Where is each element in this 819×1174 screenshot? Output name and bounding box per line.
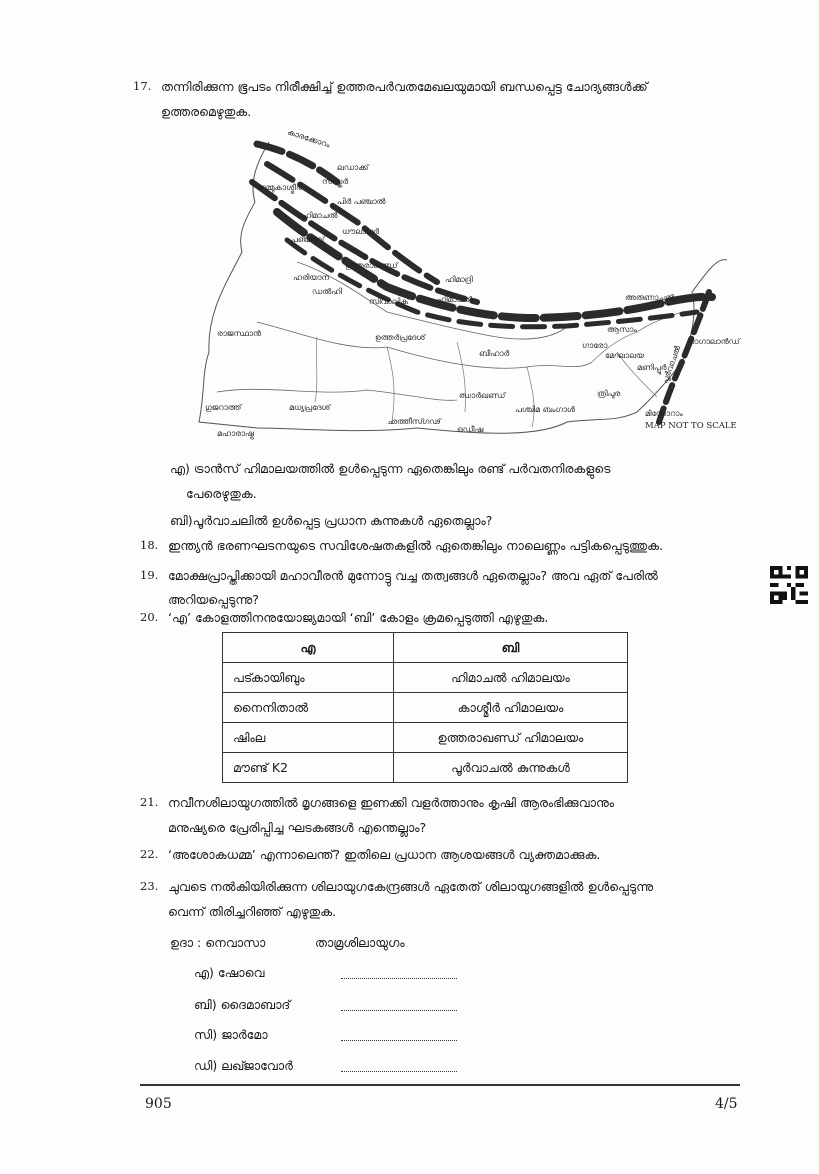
- label-jharkhand: ഝാർഖണ്ഡ്: [459, 391, 506, 400]
- label-himadri: ഹിമാദ്രി: [445, 275, 473, 284]
- label-shivalik: സിവാലിക്: [369, 297, 409, 306]
- label-haryana: ഹരിയാന: [293, 273, 329, 282]
- cell-a: ഷിംല: [223, 723, 394, 753]
- label-meghalaya: മേഘാലയ: [605, 351, 645, 360]
- answer-blank: [341, 966, 457, 979]
- q23-item-d: ഡി) ലഖ്ജാവോർ: [194, 1058, 293, 1073]
- question-text: ‘എ’ കോളത്തിനനുയോജ്യമായി ‘ബി’ കോളം ക്രമപ്പെടുത്തി എഴുതുക.: [168, 610, 549, 625]
- cell-a: മൗണ്ട് K2: [223, 753, 394, 783]
- question-text-line2: മനുഷ്യരെ പ്രേരിപ്പിച്ച ഘടകങ്ങൾ എന്തെല്ലാം?: [168, 820, 427, 835]
- answer-blank: [341, 1028, 457, 1041]
- question-number: 22.: [140, 847, 159, 861]
- answer-blank: [341, 998, 457, 1011]
- question-text: ‘അശോകധമ്മ’ എന്നാലെന്ത്? ഇതിലെ പ്രധാന ആശയങ്ങൾ വ്യക്തമാക്കുക.: [168, 847, 601, 862]
- question-text: നവീനശിലായുഗത്തിൽ മൃഗങ്ങളെ ഇണക്കി വളർത്താനും കൃഷി ആരംഭിക്കുവാനും: [168, 795, 615, 810]
- cell-a: നൈനിതാൽ: [223, 693, 394, 723]
- label-tripura: ത്രിപുര: [597, 389, 621, 398]
- label-himachal: ഹിമാചൽ: [302, 211, 338, 220]
- label-rajasthan: രാജസ്ഥാൻ: [217, 329, 261, 338]
- label-karakoram: കാരക്കോറം: [286, 127, 331, 150]
- label-maharashtra: മഹാരാഷ്ട്ര: [217, 429, 254, 438]
- question-text: ചുവടെ നൽകിയിരിക്കുന്ന ശിലായുഗകേന്ദ്രങ്ങൾ ഏതേത് ശിലായുഗങ്ങളിൽ ഉൾപ്പെടുന്നു: [168, 879, 654, 894]
- label-jammu-kashmir: ജമ്മുകാശ്മീർ: [259, 183, 302, 192]
- label-bihar: ബീഹാർ: [479, 349, 510, 358]
- label-zaskar: സസ്കർ: [322, 177, 349, 186]
- footer-rule: [140, 1084, 740, 1086]
- table-row: [223, 723, 628, 753]
- match-table: [222, 632, 628, 783]
- question-text: ഇന്ത്യൻ ഭരണഘടനയുടെ സവിശേഷതകളിൽ ഏതെങ്കിലും നാലെണ്ണം പട്ടികപ്പെടുത്തുക.: [168, 538, 664, 553]
- mountain-ranges: [252, 144, 712, 422]
- table-row: [223, 693, 628, 723]
- label-west-bengal: പശ്ചിമ ബംഗാൾ: [515, 405, 575, 414]
- question-text: തന്നിരിക്കുന്ന ഭൂപടം നിരീക്ഷിച്ച് ഉത്തരപർവതമേഖലയുമായി ബന്ധപ്പെട്ട ചോദ്യങ്ങൾക്ക്: [161, 79, 648, 94]
- q17-sub-b: ബി)പൂർവാചലിൽ ഉൾപ്പെട്ട പ്രധാന കുന്നുകൾ ഏതെല്ലാം?: [170, 513, 493, 528]
- table-row: [223, 663, 628, 693]
- label-assam: ആസാം: [607, 325, 637, 334]
- table-header-row: [223, 633, 628, 663]
- label-pir-panjal: പിർ പഞ്ചാൽ: [337, 197, 386, 206]
- q17-sub-a-line1: എ) ട്രാൻസ് ഹിമാലയത്തിൽ ഉൾപ്പെടുന്ന ഏതെങ്കിലും രണ്ട് പർവതനിരകളുടെ: [170, 461, 611, 476]
- label-scale-note: MAP NOT TO SCALE: [645, 421, 737, 431]
- label-manipur: മണിപ്പൂർ: [637, 363, 667, 372]
- q23-example-value: താമ്രശിലായുഗം: [315, 935, 405, 950]
- table-row: [223, 753, 628, 783]
- label-madhya-pradesh: മധ്യപ്രദേശ്: [289, 403, 331, 412]
- cell-b: ഹിമാചൽ ഹിമാലയം: [394, 663, 628, 693]
- question-number: 20.: [140, 610, 159, 624]
- cell-b: ഉത്തരാഖണ്ഡ് ഹിമാലയം: [394, 723, 628, 753]
- label-himachal-range: ഹിമാചൽ: [437, 295, 473, 304]
- column-b-header: ബി: [394, 633, 628, 663]
- label-garo: ഗാരോ: [582, 341, 608, 350]
- cell-b: പൂർവാചൽ കുന്നുകൾ: [394, 753, 628, 783]
- q23-item-c: സി) ജാർമോ: [194, 1027, 268, 1042]
- label-nagaland: നാഗാലാൻഡ്: [687, 337, 740, 346]
- question-text: മോക്ഷപ്രാപ്തിക്കായി മഹാവീരൻ മുന്നോട്ടു വച്ച തത്വങ്ങൾ ഏതെല്ലാം? അവ ഏത് പേരിൽ: [168, 568, 658, 583]
- question-text-line2: വെന്ന് തിരിച്ചറിഞ്ഞ് എഴുതുക.: [168, 904, 337, 919]
- q17-sub-a-line2: പേരെഴുതുക.: [186, 486, 257, 501]
- north-india-mountain-map: [197, 122, 747, 448]
- question-number: 21.: [140, 795, 159, 809]
- label-uttar-pradesh: ഉത്തർപ്രദേശ്: [375, 333, 426, 342]
- label-punjab: പഞ്ചാബ്: [291, 235, 325, 244]
- label-uttarakhand: ഉത്തരാഖണ്ഡ്: [345, 261, 398, 270]
- label-gujarat: ഗുജറാത്ത്: [205, 403, 242, 412]
- label-purvachal: പൂർവാചൽ: [660, 344, 683, 385]
- q23-example-label: ഉദാ : നെവാസാ: [170, 935, 266, 950]
- label-odisha: ഒഡീഷ: [457, 425, 484, 434]
- question-number: 19.: [140, 568, 159, 582]
- label-ladakh: ലഡാക്ക്: [337, 163, 369, 172]
- cell-a: പട്കായിബും: [223, 663, 394, 693]
- q23-item-b: ബി) ദൈമാബാദ്: [194, 997, 291, 1012]
- question-text-line2: ഉത്തരമെഴുതുക.: [161, 104, 252, 119]
- column-a-header: എ: [223, 633, 394, 663]
- footer-code: 905: [145, 1096, 172, 1112]
- question-text-line2: അറിയപ്പെടുന്നു?: [168, 592, 259, 607]
- label-dhauladhar: ധൗലാധർ: [342, 227, 380, 236]
- cell-b: കാശ്മീർ ഹിമാലയം: [394, 693, 628, 723]
- label-arunachal: അരുണാചൽ: [625, 293, 675, 302]
- label-mizoram: മിസോറാം: [645, 409, 683, 418]
- footer-page-number: 4/5: [715, 1096, 738, 1112]
- question-number: 23.: [140, 879, 159, 893]
- question-number: 17.: [133, 79, 152, 93]
- label-delhi: ഡൽഹി: [312, 287, 342, 296]
- q23-item-a: എ) ഷോവെ: [194, 965, 265, 980]
- question-number: 18.: [140, 538, 159, 552]
- answer-blank: [341, 1059, 457, 1072]
- label-chhattisgarh: ഛത്തീസ്ഗഢ്: [387, 417, 441, 426]
- qr-code: [770, 566, 808, 604]
